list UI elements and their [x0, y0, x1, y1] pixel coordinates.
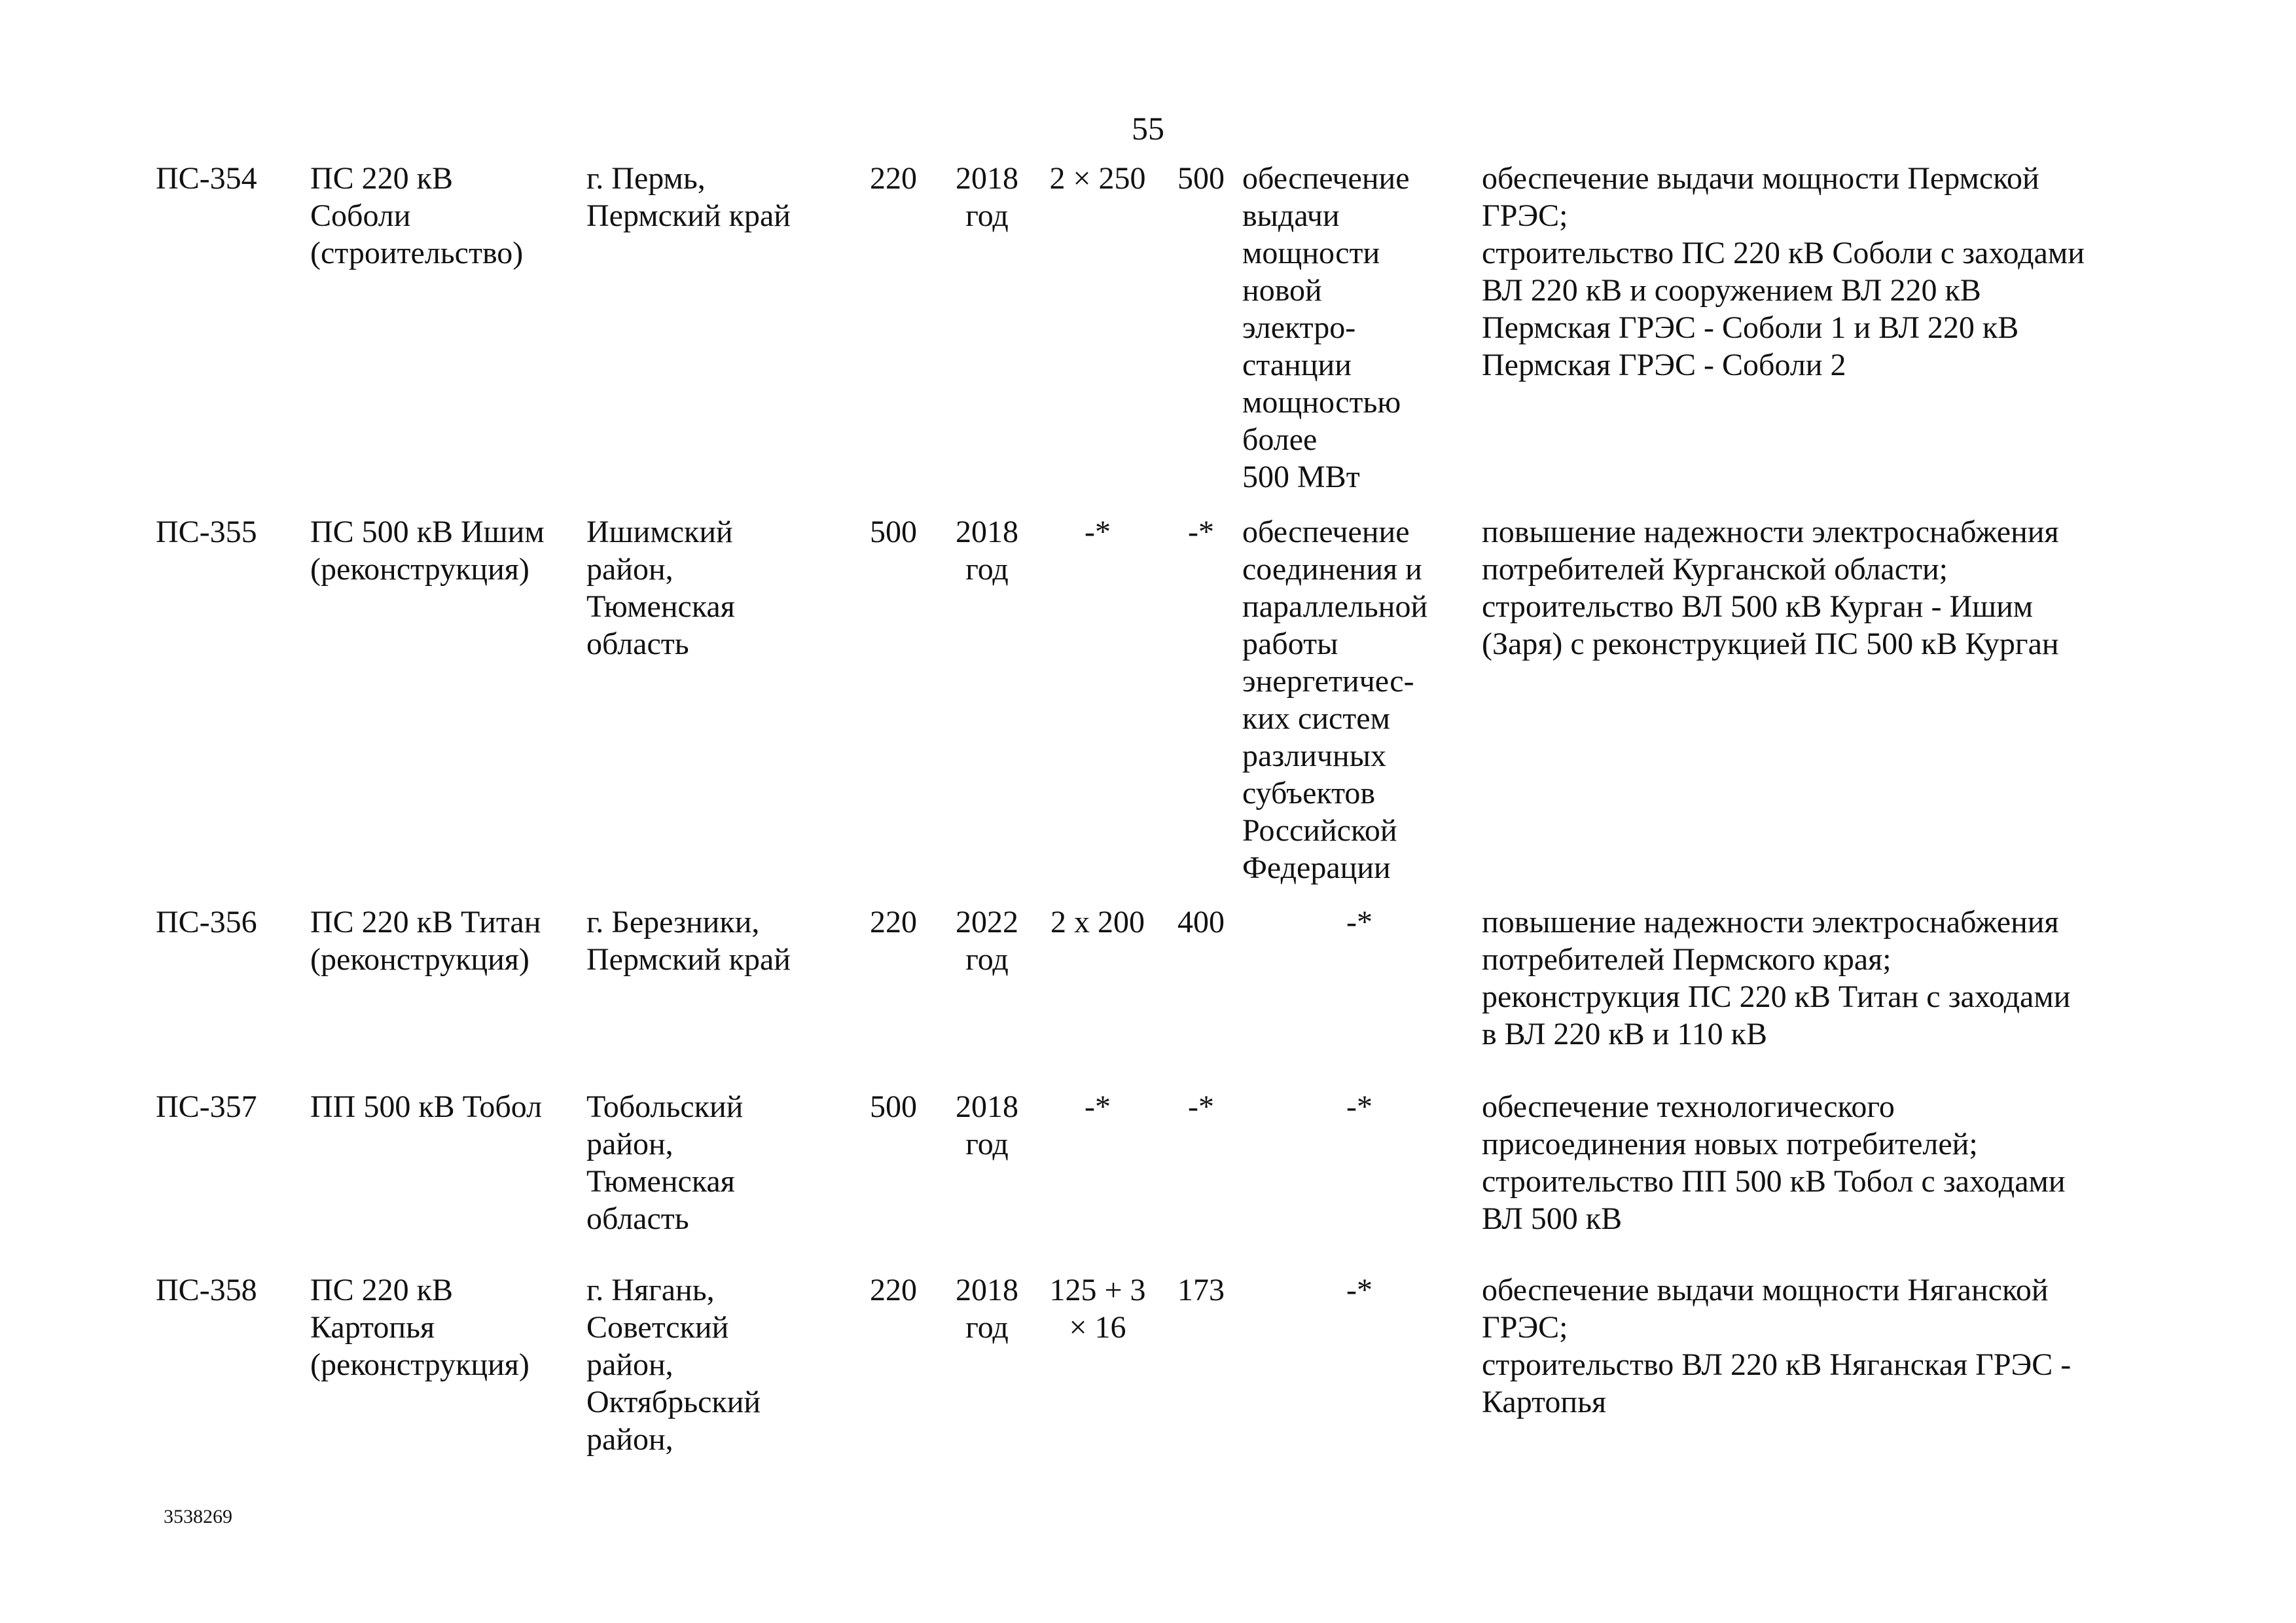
commissioning-year: 2018 год [956, 1273, 1018, 1345]
page-number: 55 [1132, 110, 1164, 147]
substation-code: ПС-357 [156, 1089, 257, 1124]
table-row [156, 1088, 2210, 1271]
voltage-class: 220 [870, 905, 917, 939]
substation-name: ПС 500 кВ Ишим (реконструкция) [310, 515, 545, 587]
table-row [156, 160, 2210, 513]
table-row [156, 1271, 2210, 1461]
table-row [156, 903, 2210, 1088]
purpose-text: -* [1346, 1089, 1372, 1124]
total-capacity: 500 [1177, 161, 1225, 196]
substation-name: ПС 220 кВ Титан (реконструкция) [310, 905, 541, 977]
purpose-text: обеспечение соединения и параллельной работы энергетичес- ких систем различных субъектов Российской Федерации [1242, 515, 1428, 885]
commissioning-year: 2018 год [956, 161, 1018, 233]
total-capacity: -* [1188, 1089, 1214, 1124]
substation-code: ПС-355 [156, 515, 257, 549]
substation-location: г. Березники, Пермский край [586, 905, 791, 977]
transformer-config: -* [1085, 515, 1111, 549]
transformer-config: 2 х 200 [1050, 905, 1145, 939]
transformer-config: 2 × 250 [1049, 161, 1146, 196]
description-text: повышение надежности электроснабжения потребителей Пермского края; реконструкция ПС 220 кВ Титан с заходами в ВЛ 220 кВ и 110 кВ [1482, 905, 2071, 1051]
voltage-class: 220 [870, 1273, 917, 1307]
description-text: повышение надежности электроснабжения потребителей Курганской области; строительство ВЛ 500 кВ Курган - Ишим (Заря) с реконструкцией ПС 500 кВ Курган [1482, 515, 2059, 661]
total-capacity: -* [1188, 515, 1214, 549]
substation-location: г. Пермь, Пермский край [586, 161, 791, 233]
description-text: обеспечение выдачи мощности Пермской ГРЭС; строительство ПС 220 кВ Соболи с заходами ВЛ 220 кВ и сооружением ВЛ 220 кВ Пермская ГРЭС - Соболи 1 и ВЛ 220 кВ Пермская ГРЭС - Соболи 2 [1482, 161, 2085, 382]
substations-table [156, 160, 2210, 1461]
substation-location: Ишимский район, Тюменская область [586, 515, 735, 661]
description-text: обеспечение выдачи мощности Няганской ГРЭС; строительство ВЛ 220 кВ Няганская ГРЭС - Картопья [1482, 1273, 2072, 1419]
transformer-config: 125 + 3 × 16 [1049, 1273, 1146, 1345]
document-code: 3538269 [164, 1506, 232, 1527]
commissioning-year: 2018 год [956, 1089, 1018, 1161]
description-text: обеспечение технологического присоединения новых потребителей; строительство ПП 500 кВ Тобол с заходами ВЛ 500 кВ [1482, 1089, 2066, 1236]
substation-name: ПС 220 кВ Соболи (строительство) [310, 161, 524, 270]
substation-code: ПС-358 [156, 1273, 257, 1307]
substation-location: г. Нягань, Советский район, Октябрьский район, [586, 1273, 761, 1457]
total-capacity: 400 [1177, 905, 1225, 939]
purpose-text: -* [1346, 905, 1372, 939]
voltage-class: 500 [870, 1089, 917, 1124]
table-row [156, 513, 2210, 903]
voltage-class: 220 [870, 161, 917, 196]
substation-location: Тобольский район, Тюменская область [586, 1089, 744, 1236]
substation-code: ПС-356 [156, 905, 257, 939]
voltage-class: 500 [870, 515, 917, 549]
commissioning-year: 2022 год [956, 905, 1018, 977]
substation-name: ПС 220 кВ Картопья (реконструкция) [310, 1273, 529, 1382]
purpose-text: обеспечение выдачи мощности новой электро- станции мощностью более 500 МВт [1242, 161, 1410, 494]
substation-code: ПС-354 [156, 161, 257, 196]
substation-name: ПП 500 кВ Тобол [310, 1089, 543, 1124]
commissioning-year: 2018 год [956, 515, 1018, 587]
total-capacity: 173 [1177, 1273, 1225, 1307]
purpose-text: -* [1346, 1273, 1372, 1307]
transformer-config: -* [1085, 1089, 1111, 1124]
